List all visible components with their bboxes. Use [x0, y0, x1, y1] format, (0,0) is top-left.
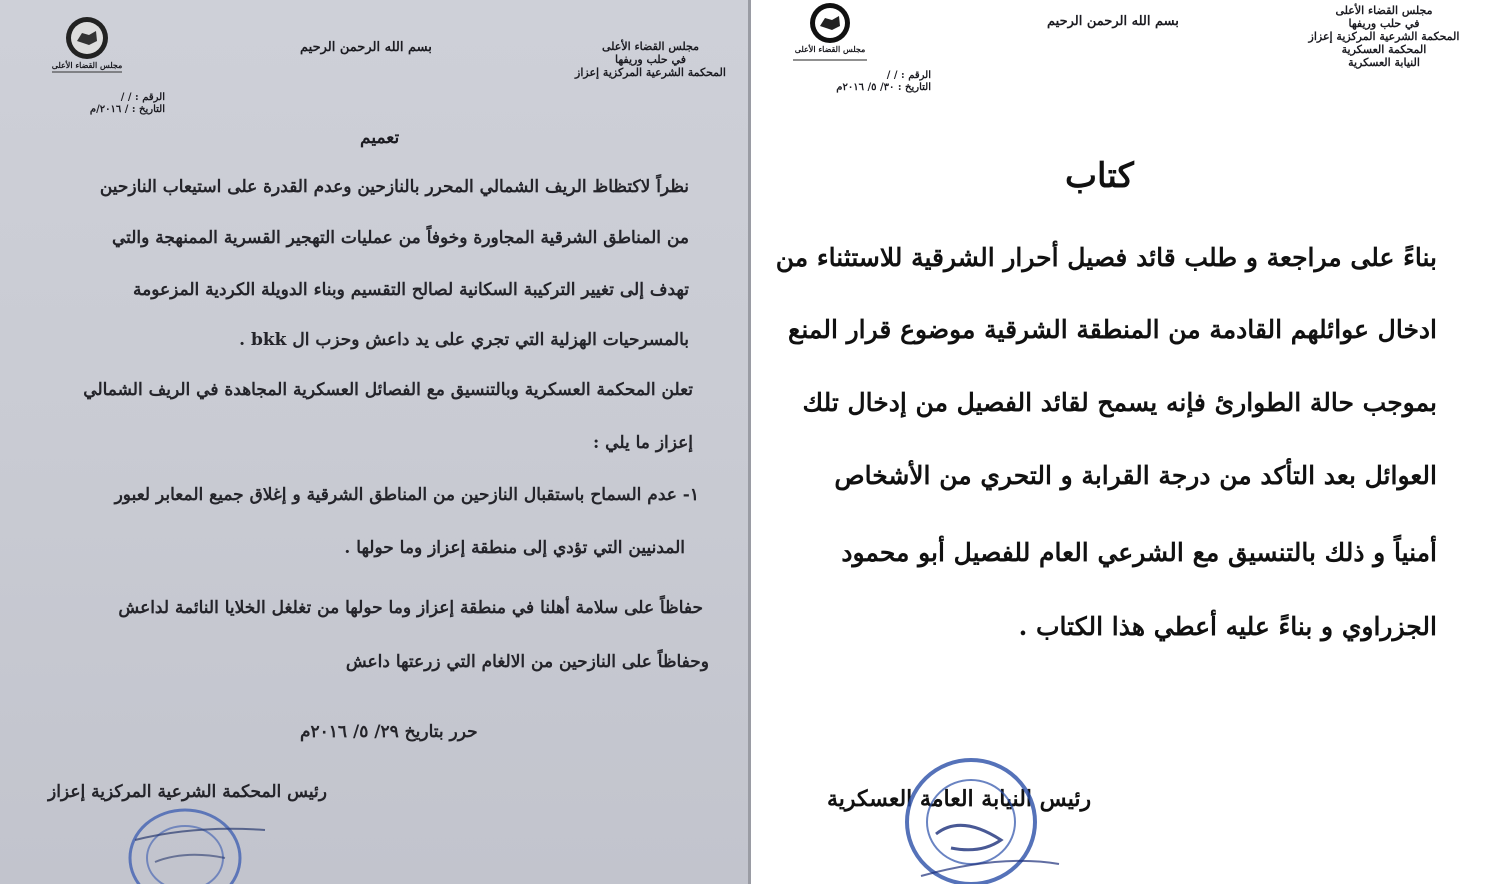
- right-ref-block: [791, 70, 931, 94]
- council-line: في حلب وريفها: [1348, 17, 1420, 30]
- right-letterhead-logo: [787, 2, 873, 64]
- right-body-line: ادخال عوائلهم القادمة من المنطقة الشرقية موضوع قرار المنع: [788, 315, 1437, 344]
- emblem-icon: [787, 2, 873, 64]
- left-ref-block: [70, 92, 165, 116]
- left-body-line: تعلن المحكمة العسكرية وبالتنسيق مع الفصائل العسكرية المجاهدة في الريف الشمالي: [83, 380, 693, 400]
- left-body-line: بالمسرحيات الهزلية التي تجري على يد داعش وحزب ال bkk .: [239, 330, 689, 350]
- left-body-line: تهدف إلى تغيير التركيبة السكانية لصالح التقسيم وبناء الدويلة الكردية المزعومة: [132, 280, 689, 300]
- council-line: مجلس القضاء الأعلى: [601, 40, 700, 53]
- left-logo-caption: مجلس القضاء الأعلى: [51, 60, 123, 70]
- council-line: في حلب وريفها: [614, 53, 686, 66]
- left-body-line: من المناطق الشرقية المجاورة وخوفاً من عمليات التهجير القسرية الممنهجة والتي: [111, 228, 689, 248]
- left-body-line: وحفاظاً على النازحين من الالغام التي زرعتها داعش: [345, 652, 709, 672]
- left-council-block: [568, 40, 733, 79]
- right-body-line: أمنياً و ذلك بالتنسيق مع الشرعي العام للفصيل أبو محمود: [841, 538, 1437, 567]
- right-logo-caption: مجلس القضاء الأعلى: [794, 44, 866, 54]
- right-signature: رئيس النيابة العامة العسكرية: [827, 786, 1092, 812]
- right-body-line: بموجب حالة الطوارئ فإنه يسمح لقائد الفصيل من إدخال تلك: [802, 388, 1437, 417]
- right-title: كتاب: [1065, 156, 1134, 196]
- right-basmala: بسم الله الرحمن الرحيم: [1047, 14, 1179, 29]
- right-body-line: العوائل بعد التأكد من درجة القرابة و التحري من الأشخاص: [834, 461, 1437, 490]
- council-line: المحكمة العسكرية: [1341, 43, 1427, 56]
- council-line: المحكمة الشرعية المركزية إعزاز: [1308, 30, 1460, 43]
- right-body-line: الجزراوي و بناءً عليه أعطي هذا الكتاب .: [1018, 612, 1437, 641]
- left-body-line: ١- عدم السماح باستقبال النازحين من المناطق الشرقية و إغلاق جميع المعابر لعبور: [114, 485, 699, 505]
- left-body-line: المدنيين التي تؤدي إلى منطقة إعزاز وما حولها .: [344, 538, 685, 558]
- left-body-line: نظراً لاكتظاظ الريف الشمالي المحرر بالنازحين وعدم القدرة على استيعاب النازحين: [99, 177, 689, 197]
- ref-number: الرقم : / /: [886, 70, 931, 81]
- left-basmala: بسم الله الرحمن الرحيم: [300, 40, 432, 55]
- left-written-date: حرر بتاريخ ٢٩/ ٥/ ٢٠١٦م: [300, 722, 478, 742]
- stamp-seal-icon: [881, 744, 1061, 884]
- council-line: النيابة العسكرية: [1348, 56, 1420, 69]
- stamp-seal-icon: [115, 800, 275, 884]
- left-body-line: إعزاز ما يلي :: [592, 433, 693, 453]
- ref-date: التاريخ : / ٢٠١٦/م: [89, 104, 165, 115]
- left-title: تعميم: [360, 128, 400, 148]
- council-line: مجلس القضاء الأعلى: [1335, 4, 1433, 17]
- left-letterhead-logo: [44, 14, 130, 78]
- ref-number: الرقم : / /: [120, 92, 165, 103]
- council-line: المحكمة الشرعية المركزية إعزاز: [575, 66, 726, 79]
- right-council-block: [1299, 4, 1469, 69]
- ref-date: التاريخ : ٣٠/ ٥/ ٢٠١٦م: [836, 82, 931, 93]
- left-signature: رئيس المحكمة الشرعية المركزية إعزاز: [48, 782, 327, 802]
- right-body-line: بناءً على مراجعة و طلب قائد فصيل أحرار الشرقية للاستثناء من: [775, 243, 1437, 272]
- right-document: [751, 0, 1489, 884]
- left-body-line: حفاظاً على سلامة أهلنا في منطقة إعزاز وما حولها من تغلغل الخلايا النائمة لداعش: [118, 598, 703, 618]
